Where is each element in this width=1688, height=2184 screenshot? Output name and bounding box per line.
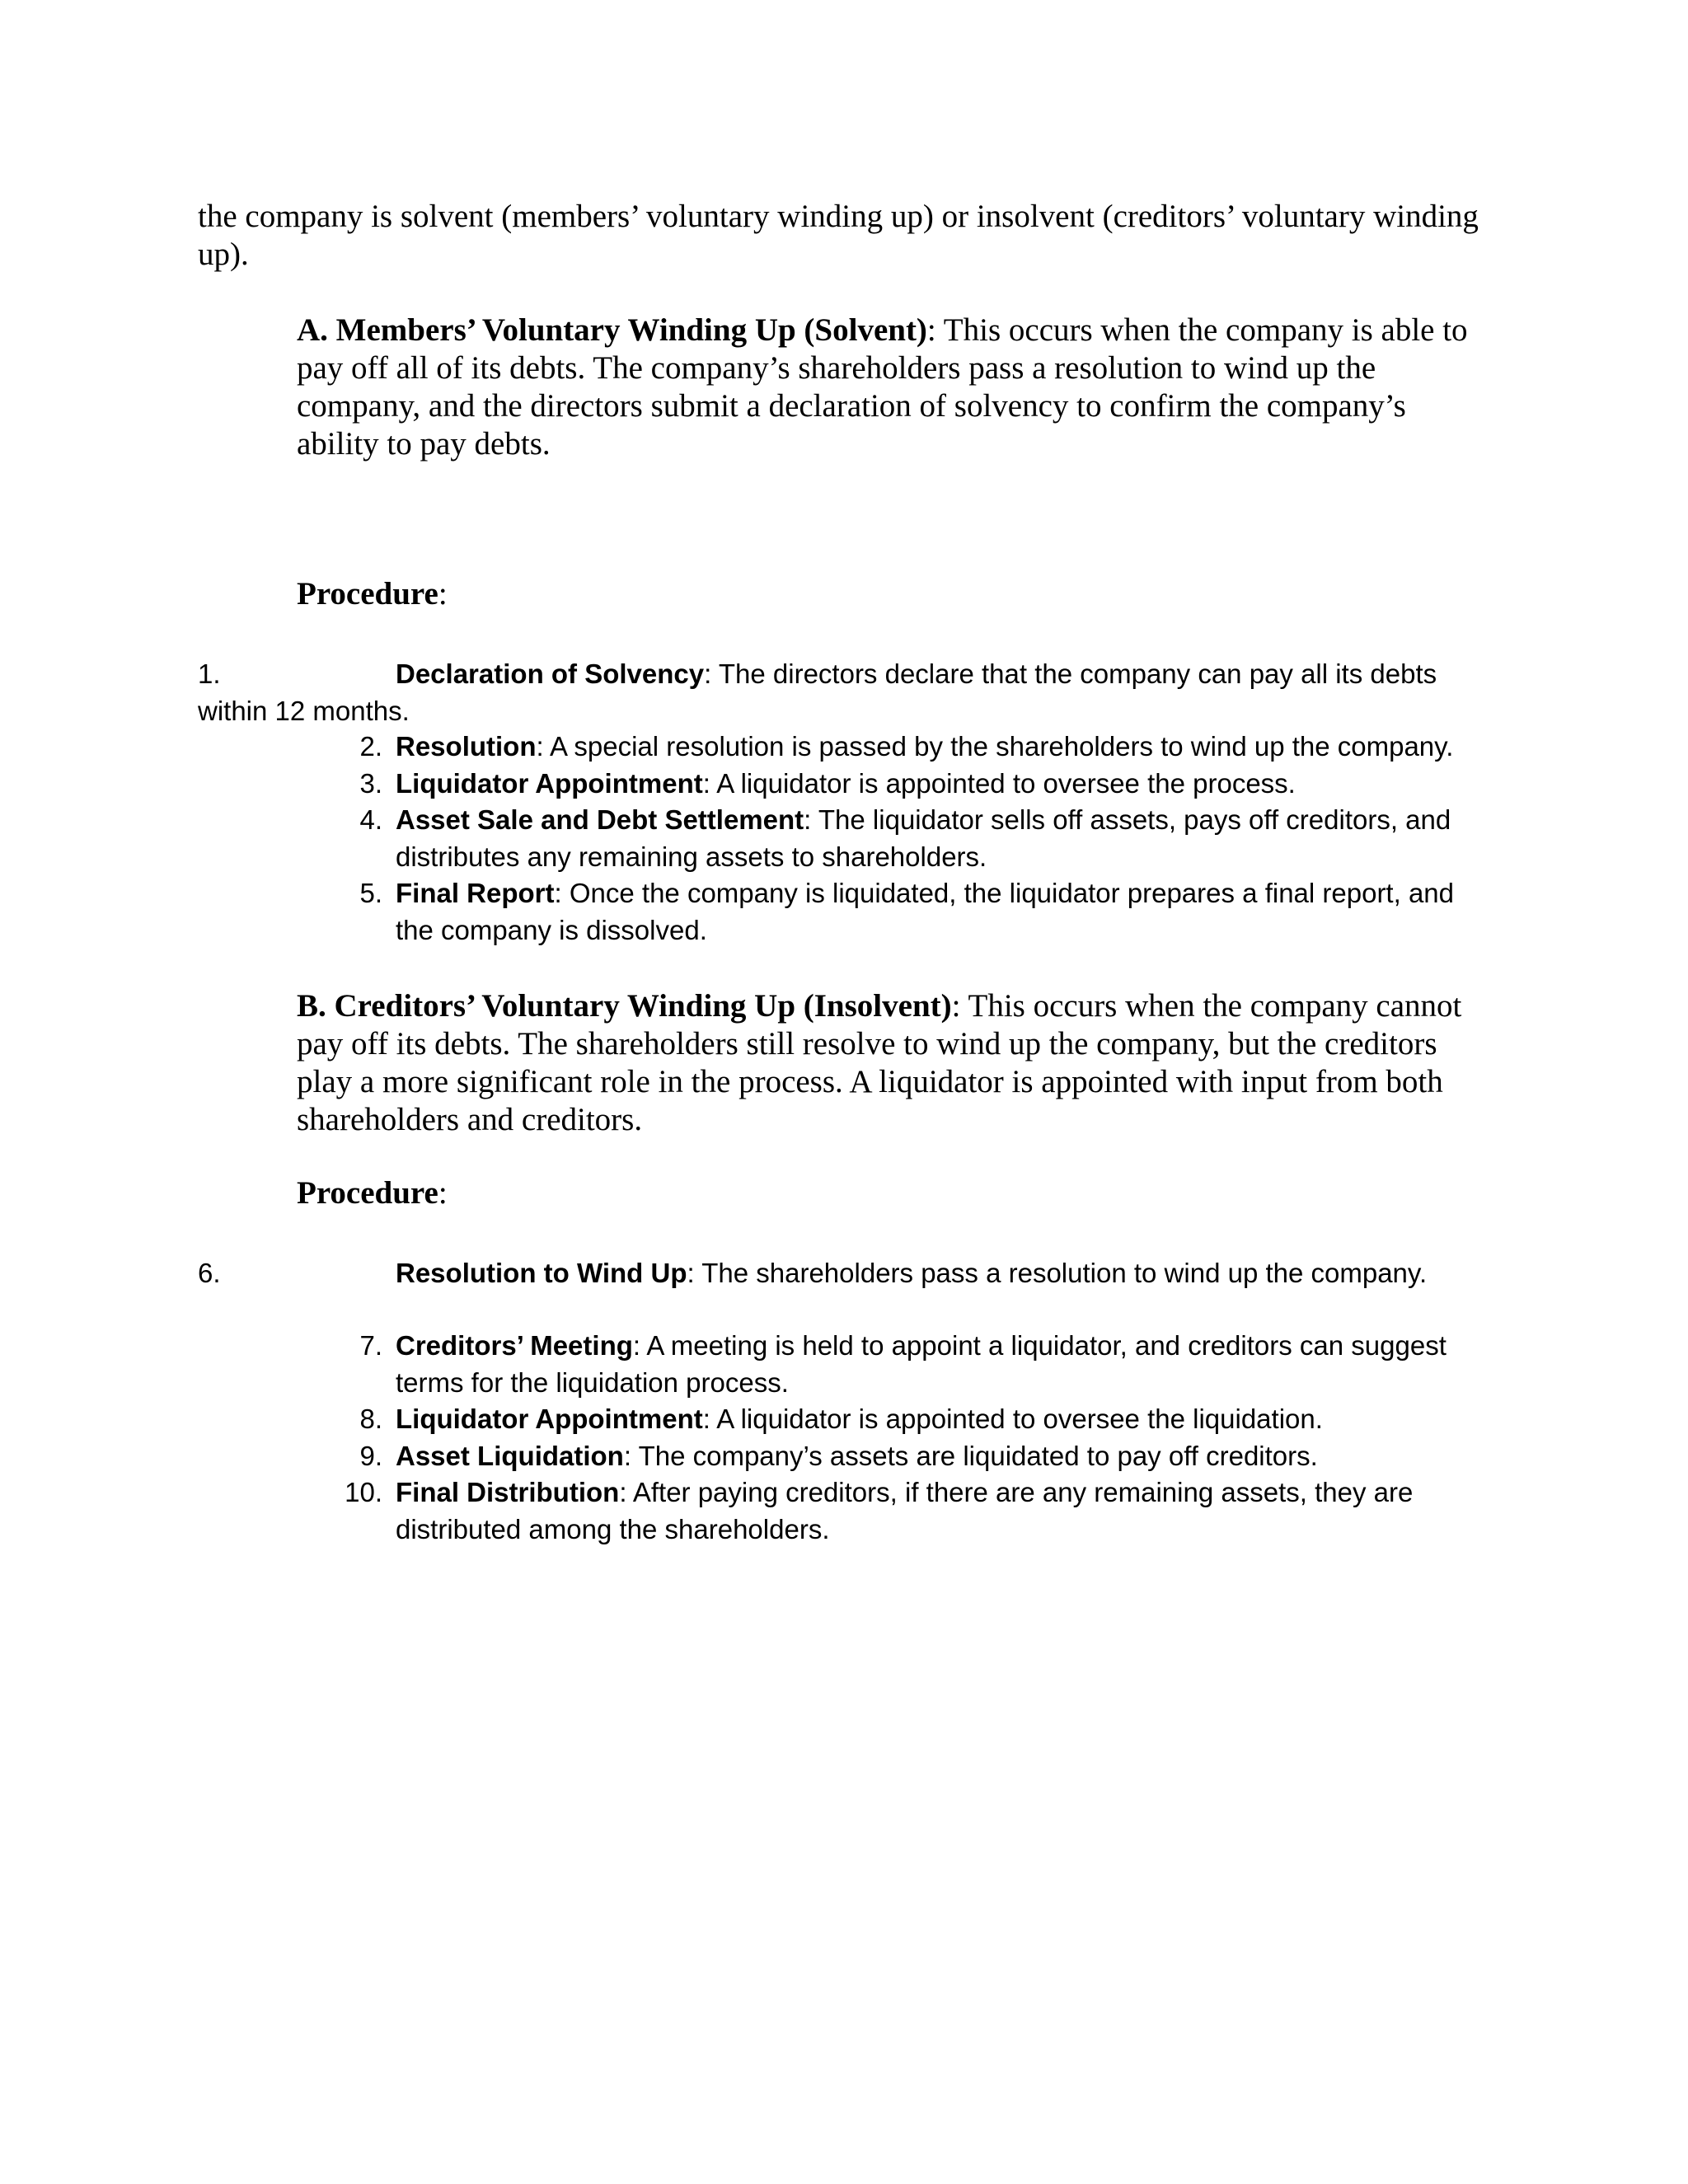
procedure-a-label: Procedure [297,576,438,612]
list-item-number: 10. [345,1477,382,1507]
list-item [343,1474,1489,1548]
procedure-b-list [343,1328,1489,1548]
list-item-term: Resolution [396,731,537,762]
section-a-body: : This occurs when the company is able to pay off all of its debts. The company’s shareholders pass a resolution to wind up the company, and the directors submit a declaration of solvency to confirm the company’s ability to pay debts. [297,312,1468,462]
intro-paragraph: the company is solvent (members’ voluntary winding up) or insolvent (creditors’ voluntary winding up). [198,199,1479,272]
section-a-paragraph [297,312,1484,463]
list-item-term: Liquidator Appointment [396,767,703,799]
procedure-b-heading [297,1174,448,1212]
list-item-number: 6. [198,1258,221,1288]
list-item-term: Declaration of Solvency [396,658,705,689]
section-b-body: : This occurs when the company cannot pay off its debts. The shareholders still resolve to wind up the company, but the creditors play a more significant role in the process. A liquidator is appointed with input from both shareholders and creditors. [297,988,1462,1137]
list-item-desc: : A liquidator is appointed to oversee the liquidation. [702,1404,1323,1434]
list-item-text [198,656,1484,729]
list-item-number: 1. [198,658,221,689]
list-item-desc: : A special resolution is passed by the shareholders to wind up the company. [536,731,1454,762]
procedure-a-colon: : [438,576,448,612]
list-item-term: Creditors’ Meeting [396,1330,633,1361]
list-item-number: 5. [359,878,382,908]
list-item [343,875,1489,949]
list-item-term: Asset Sale and Debt Settlement [396,804,804,835]
list-item-desc: : The liquidator sells off assets, pays off creditors, and distributes any remaining assets to shareholders. [396,804,1451,872]
list-item-desc: : The directors declare that the company can pay all its debts within 12 months. [198,658,1437,726]
section-b-paragraph [297,987,1484,1139]
list-item [198,1255,1484,1292]
list-item-number: 8. [359,1404,382,1434]
list-item [198,656,1484,729]
list-item-text [198,1255,1484,1292]
list-item [343,729,1489,766]
list-item-term: Liquidator Appointment [396,1404,703,1434]
list-item [343,802,1489,875]
list-item-desc: : The shareholders pass a resolution to wind up the company. [687,1258,1428,1288]
list-item-number: 4. [359,804,382,835]
list-item [343,1401,1489,1438]
list-item-desc: : Once the company is liquidated, the liquidator prepares a final report, and the company is dissolved. [396,878,1454,945]
list-item [343,1328,1489,1401]
list-item-desc: : A meeting is held to appoint a liquidator, and creditors can suggest terms for the liquidation process. [396,1330,1447,1398]
procedure-b-label: Procedure [297,1175,438,1211]
list-item-term: Asset Liquidation [396,1440,624,1471]
list-item-term: Final Report [396,878,555,908]
list-item-desc: : A liquidator is appointed to oversee the process. [702,767,1296,799]
list-item-term: Final Distribution [396,1477,620,1507]
procedure-a-list [343,729,1489,949]
list-item-desc: : The company’s assets are liquidated to pay off creditors. [623,1440,1318,1471]
section-a-heading: A. Members’ Voluntary Winding Up (Solvent) [297,312,927,348]
list-item-desc: : After paying creditors, if there are any remaining assets, they are distributed among the shareholders. [396,1477,1414,1544]
list-item-number: 3. [359,767,382,799]
procedure-a-heading [297,575,448,613]
section-b-heading: B. Creditors’ Voluntary Winding Up (Insolvent) [297,988,952,1024]
list-item [343,1438,1489,1475]
list-item-number: 2. [359,731,382,762]
list-item-number: 7. [359,1330,382,1361]
list-item-number: 9. [359,1440,382,1471]
list-item-term: Resolution to Wind Up [396,1258,687,1288]
procedure-b-colon: : [438,1175,448,1211]
list-item [343,766,1489,803]
